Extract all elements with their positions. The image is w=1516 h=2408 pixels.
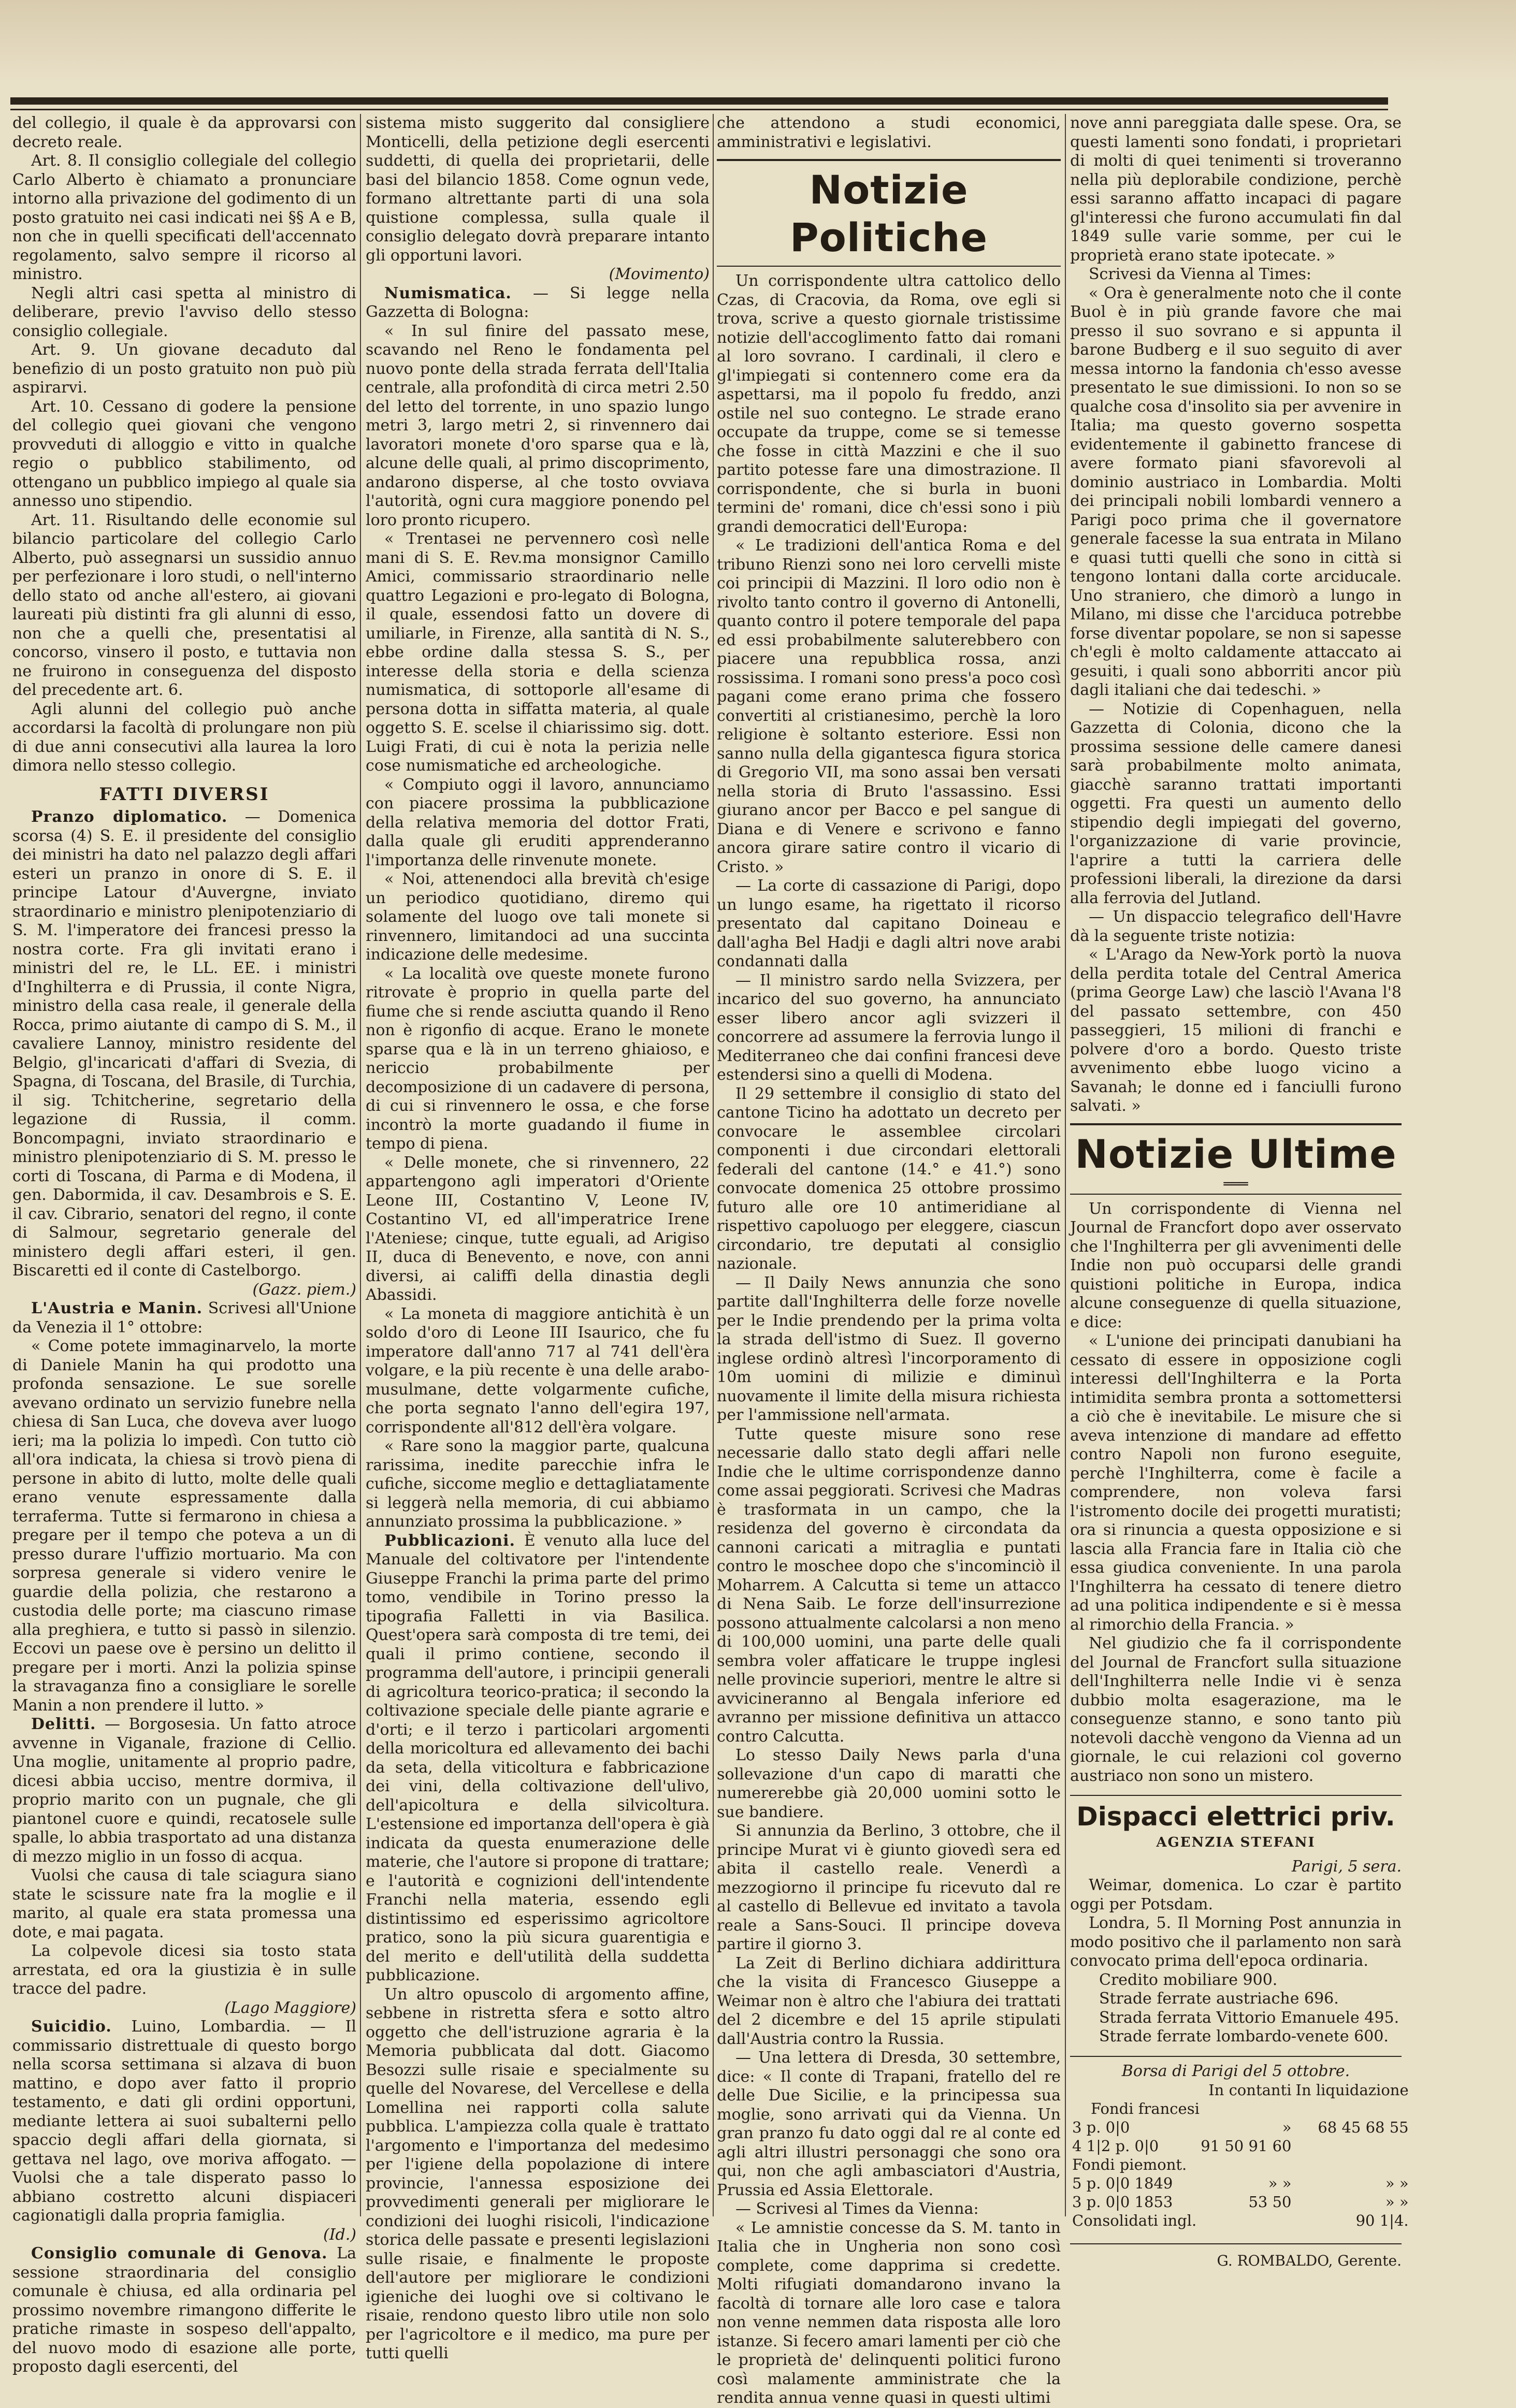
table-row xyxy=(1070,2099,1411,2118)
section-rule xyxy=(1070,1795,1402,1796)
quote: « La località ove queste monete furono ritrovate è proprio in quella parte del fiume che si rende asciutta quando il Reno non è rigonfio di acque. Erano le monete sparse qua e là in un terreno ghiaioso, e nericcio probabilmente per decomposizione di un cadavere di persona, di cui si rinvennero le ossa, e che forse incontrò la morte guadando il fiume in tempo di piena. xyxy=(366,964,710,1153)
article-text: — Si legge nella Gazzetta di Bologna: xyxy=(366,284,710,321)
quote: « Come potete immaginarvelo, la morte di Daniele Manin ha qui prodotto una profonda sensazione. Le sue sorelle avevano ordinato un servizio funebre nella chiesa di San Luca, che doveva aver luogo ieri; ma la polizia lo impedì. Con tutto ciò all'ora indicata, la chiesa si trovò piena di persone in abito di lutto, molte delle quali erano venute espressamente dalla terraferma. Tutte si fermarono in chiesa a pregare per il tempo che poteva a un di presso durare l'uffizio mortuario. Ma con sorpresa generale si videro venire le guardie della polizia, che restarono a custodia delle porte; ma ciascuno rimase alla preghiera, e tutto si passò in silenzio. Eccovi un paese ove è persino un delitto il pregare per i morti. Anzi la polizia spinse la stravaganza fino a consigliare le sorelle Manin a non prendere il lutto. » xyxy=(12,1337,356,1715)
column-1 xyxy=(12,114,356,2376)
table-cell: 3 p. 0|0 xyxy=(1072,2119,1130,2136)
run-in-title: Suicidio. xyxy=(31,2018,112,2036)
market-line: Strade ferrate austriache 696. xyxy=(1099,1990,1339,2008)
ornament-rule: ═══ xyxy=(1223,1176,1248,1192)
source-citation: (Lago Maggiore) xyxy=(224,1998,356,2017)
quote: « Compiuto oggi il lavoro, annunciamo con piacere prossima la pubblicazione della relativa memoria del dottor Frati, dalla quale gli eruditi apprenderanno l'importanza delle rinvenute monete. xyxy=(366,775,710,869)
paragraph: Il 29 settembre il consiglio di stato del cantone Ticino ha adottato un decreto per convocare le assemblee circolari componenti i due circondari elettorali federali del cantone (14.° e 41.°) sono convocate domenica 25 ottobre prossimo futuro alle ore 10 antimeridiane al rispettivo capoluogo per eleggere, ciascun circondario, tre deputati al consiglio nazionale. xyxy=(717,1084,1061,1273)
market-line: Strade ferrate lombardo-venete 600. xyxy=(1099,2027,1389,2046)
quote: « In sul finire del passato mese, scavando nel Reno le fondamenta pel nuovo ponte della strada ferrata dell'Italia centrale, alla profondità di circa metri 2.50 del letto del torrente, in uno spazio lungo metri 3, largo metri 2, si rinvennero dai lavoratori monete d'oro sparse qua e là, alcune delle quali, al primo discoprimento, andarono disperse, al che tosto ovviava l'autorità, ogni cura maggiore ponendo pel loro pronto ricupero. xyxy=(366,322,710,529)
paragraph: — Notizie di Copenhaguen, nella Gazzetta di Colonia, dicono che la prossima sessione delle camere danesi sarà probabilmente molto animata, giacchè saranno trattati importanti oggetti. Fra questi un aumento dello stipendio degli impiegati del governo, l'organizzazione di varie provincie, l'aprire a tutti la carriera delle professioni liberali, la direzione da darsi alla ferrovia del Jutland. xyxy=(1070,700,1402,907)
run-in-title: Delitti. xyxy=(31,1715,96,1733)
article-text: È venuto alla luce del Manuale del coltivatore per l'intendente Giuseppe Franchi la prima parte del primo tomo, vendibile in Torino presso la tipografia Falletti in via Basilica. Quest'opera sarà composta di tre temi, dei quali il primo contiene, secondo il programma dell'autore, i principii generali di agricoltura teorico-pratica; il secondo la coltivazione speciale delle piante agrarie e d'orti; e il terzo i particolari argomenti della moricoltura ed allevamento dei bachi da seta, della viticoltura e fabbricazione dei vini, della coltivazione dell'ulivo, dell'apicoltura e della silvicoltura. L'estensione ed importanza dell'opera è già indicata da questa enumerazione delle materie, che l'autore si propone di trattare; e l'autorità e cognizioni dell'intendente Franchi nella materia, essendo egli distintissimo ed esperissimo agricoltore pratico, sono la più sicura guarentigia e del merito e dell'utilità della suddetta pubblicazione. xyxy=(366,1531,710,1984)
table-row xyxy=(1070,2137,1411,2155)
quote: « Le amnistie concesse da S. M. tanto in Italia che in Ungheria non sono così complete, come dapprima si credette. Molti rifugiati domandarono invano la facoltà di tornare alle loro case e talora non venne nemmen data risposta alle loro istanze. Si fecero amari lamenti per ciò che le proprietà de' delinquenti politici furono così malamente amministrate che la rendita annua venne quasi in questi ultimi xyxy=(717,2218,1061,2407)
quote: « Le tradizioni dell'antica Roma e del tribuno Rienzi sono nei loro cervelli miste coi principii di Mazzini. Il loro odio non è rivolto tanto contro il governo di Antonelli, quanto contro il potere temporale del papa ed essi probabilmente saluterebbero con piacere una repubblica rossa, anzi rossissima. I romani sono press'a poco così pagani come erano prima che fossero convertiti al cristianesimo, perchè la loro religione è soltanto esteriore. Essi non sanno nulla della gigantesca figura storica di Gregorio VII, ma sono assai ben versati nella storia di Bruto l'assassino. Essi giurano ancor per Bacco e pel sangue di Diana e di Venere e scrivono e fanno ancora girare satire contro il vicario di Cristo. » xyxy=(717,536,1061,876)
header-rule xyxy=(10,97,1388,105)
paragraph: Art. 11. Risultando delle economie sul bilancio particolare del collegio Carlo Alberto, può assegnarsi un sussidio annuo per perfezionare i loro studi, o nell'interno dello stato od anche all'estero, ai giovani laureati più distinti fra gli alunni di esso, non che a quelli che, presentatisi al concorso, vinsero il posto, e tuttavia non ne fruirono in conseguenza del disposto del precedente art. 6. xyxy=(12,511,356,699)
article-consiglio xyxy=(12,2244,356,2377)
article-text: — Domenica scorsa (4) S. E. il presidente del consiglio dei ministri ha dato nel palazzo degli affari esteri un pranzo in onore di S. E. il principe Latour d'Auvergne, inviato straordinario e ministro plenipotenziario di S. M. l'imperatore dei francesi presso la nostra corte. Fra gli invitati erano i ministri del re, le LL. EE. i ministri d'Inghilterra e di Prussia, il conte Nigra, ministro della casa reale, il generale della Rocca, primo aiutante di campo di S. M., il cavaliere Lannoy, ministro residente del Belgio, gl'incaricati d'affari di Svezia, di Spagna, di Toscana, del Brasile, di Turchia, il sig. Tchitcherine, segretario della legazione di Russia, il comm. Boncompagni, inviato straordinario e ministro plenipotenziario di S. M. presso le corti di Toscana, di Parma e di Modena, il gen. Dabormida, il cav. Desambrois e S. E. il cav. Cibrario, senatori del regno, il conte di Salmour, segretario generale del ministero degli affari esteri, il gen. Biscaretti ed il conte di Castelborgo. xyxy=(12,808,356,1280)
paragraph: — Il ministro sardo nella Svizzera, per incarico del suo governo, ha annunciato esser libero ancor agli svizzeri il concorrere ad assumere la ferrovia lungo il Mediterraneo che dai confini francesi deve estendersi sino a quelli di Modena. xyxy=(717,971,1061,1084)
dateline: Parigi, 5 sera. xyxy=(1291,1857,1402,1876)
quote: « Trentasei ne pervennero così nelle mani di S. E. Rev.ma monsignor Camillo Amici, commissario straordinario nelle quattro Legazioni e pro-legato di Bologna, il quale, essendosi fatto un dovere di umiliarle, in Firenze, alla santità di N. S., ebbe ordine dalla stessa S. S., per interesse della storia e della scienza numismatica, di sottoporle all'esame di persona dotta in siffatta materia, al quale oggetto S. E. scelse il chiarissimo sig. dott. Luigi Frati, di cui è nota la perizia nelle cose numismatiche ed archeologiche. xyxy=(366,530,710,775)
paragraph: del collegio, il quale è da approvarsi con decreto reale. xyxy=(12,114,356,151)
run-in-title: Numismatica. xyxy=(384,284,512,302)
publisher-signature: G. ROMBALDO, Gerente. xyxy=(1070,2243,1402,2271)
paragraph: La Zeit di Berlino dichiara addirittura che la visita di Francesco Giuseppe a Weimar non è altro che l'abiura dei trattati del 2 dicembre e del 15 aprile stipulati dall'Austria contro la Russia. xyxy=(717,1954,1061,2048)
source-citation: (Gazz. piem.) xyxy=(252,1280,356,1299)
section-rule xyxy=(1070,2056,1402,2057)
table-cell: » xyxy=(1282,2119,1292,2136)
paragraph: nove anni pareggiata dalle spese. Ora, se questi lamenti sono fondati, i proprietari di molti di quei tenimenti si troveranno nella più deplorabile condizione, perchè essi saranno affatto incapaci di pagare gl'interessi che furono accumulati fin dal 1849 sulle varie somme, per cui le proprietà erano state ipotecate. » xyxy=(1070,114,1402,265)
headline-notizie-ultime: Notizie Ultime xyxy=(1075,1130,1397,1177)
column-divider xyxy=(360,114,361,2216)
table-cell: 90 1|4. xyxy=(1355,2212,1409,2229)
source-citation: (Id.) xyxy=(323,2225,356,2244)
table-cell: » » xyxy=(1268,2174,1292,2192)
paragraph: Un altro opuscolo di argomento affine, sebbene in ristretta sfera e sotto altro oggetto che dell'istruzione agraria è la Memoria pubblicata dal dott. Giacomo Besozzi sulle risaie e specialmente su quelle del Novarese, del Vercellese e della Lomellina nei rapporti colla salute pubblica. L'ampiezza colla quale è trattato l'argomento e l'importanza del medesimo per l'igiene della popolazione di intere provincie, l'annessa esposizione dei provvedimenti generali per migliorare le condizioni dei luoghi risicoli, l'indicazione storica delle passate e presenti legislazioni sulle risaie, e finalmente le proposte dell'autore per migliorare le condizioni igieniche dei luoghi ove si coltivano le risaie, rendono questo libro utile non solo per l'agricoltore e il medico, ma pure per tutti quelli xyxy=(366,1985,710,2362)
quote: « Delle monete, che si rinvennero, 22 appartengono agli imperatori d'Oriente Leone III, Costantino V, Leone IV, Costantino VI, ed all'imperatrice Irene l'Ateniese; cinque, tutte eguali, ad Arigiso II, duca di Benevento, e nove, con anni diversi, ai califfi della dinastia degli Abassidi. xyxy=(366,1153,710,1304)
quote: « Rare sono la maggior parte, qualcuna rarissima, inedite parecchie infra le cufiche, siccome meglio e dettagliatamente si leggerà nella memoria, di cui abbiamo annunziato prossima la pubblicazione. » xyxy=(366,1437,710,1531)
article-numismatica xyxy=(366,284,710,322)
table-row xyxy=(1070,2081,1411,2099)
quote: « L'Arago da New-York portò la nuova della perdita totale del Central America (prima George Law) che lasciò l'Avana l'8 del passato settembre, con 450 passeggieri, 15 milioni di franchi e polvere d'oro a bordo. Questo triste avvenimento ebbe luogo vicino a Savanah; le donne ed i fanciulli furono salvati. » xyxy=(1070,946,1402,1115)
table-row xyxy=(1070,2118,1411,2137)
section-heading-fatti-diversi: FATTI DIVERSI xyxy=(99,784,270,805)
quote: « L'unione dei principati danubiani ha cessato di essere in opposizione cogli interessi dell'Inghilterra e la Porta intimidita sembra pronta a sottomettersi a ciò che è inevitabile. Le misure che si aveva intenzione di mandare ad effetto contro Napoli non furono eseguite, perchè l'Inghilterra, come è facile a comprendere, non voleva farsi l'istromento docile dei progetti muratisti; ora si rinuncia a questa opposizione e si lascia alla Francia fare in Italia ciò che essa giudica conveniente. In una parola l'Inghilterra ha cessato di tenere dietro ad una politica indipendente e si è messa al rimorchio della Francia. » xyxy=(1070,1332,1402,1634)
table-cell: 3 p. 0|0 1853 xyxy=(1072,2193,1173,2211)
paragraph: Vuolsi che causa di tale sciagura siano state le scissure nate fra la moglie e il marito, al quale era stata promessa una dote, e mai pagata. xyxy=(12,1866,356,1941)
paragraph: Negli altri casi spetta al ministro di deliberare, previo l'avviso dello stesso consiglio collegiale. xyxy=(12,284,356,340)
paragraph: — Il Daily News annunzia che sono partite dall'Inghilterra delle forze novelle per le Indie prendendo per la prima volta la strada dell'istmo di Suez. Il governo inglese ordinò altresì l'incorporamento di 10m uomini di milizie e diminuì nuovamente il limite della misura richiesta per l'ammissione nell'armata. xyxy=(717,1273,1061,1424)
run-in-title: Pranzo diplomatico. xyxy=(31,808,228,826)
paragraph: Art. 8. Il consiglio collegiale del collegio Carlo Alberto è chiamato a pronunciare intorno alla privazione del godimento di un posto gratuito nei casi indicati nei §§ A e B, non che in quelli specificati dell'accennato regolamento, salvo sempre il ricorso al ministro. xyxy=(12,152,356,283)
column-3 xyxy=(717,114,1061,2407)
dispatch: Londra, 5. Il Morning Post annunzia in modo positivo che il parlamento non sarà convocato prima dell'epoca ordinaria. xyxy=(1070,1914,1402,1970)
paragraph: Un corrispondente di Vienna nel Journal de Francfort dopo aver osservato che l'Inghilterra per gli avvenimenti delle Indie non può occuparsi delle grandi quistioni politiche in Europa, indica alcune conseguenze di quella situazione, e dice: xyxy=(1070,1199,1402,1331)
column-4 xyxy=(1070,114,1409,2269)
table-cell: 5 p. 0|0 1849 xyxy=(1072,2174,1173,2192)
column-header: In contanti xyxy=(1208,2081,1292,2099)
article-suicidio xyxy=(12,2018,356,2226)
paragraph: — Un dispaccio telegrafico dell'Havre dà la seguente triste notizia: xyxy=(1070,908,1402,945)
agency-name: AGENZIA STEFANI xyxy=(1156,1835,1316,1850)
article-text: — Borgosesia. Un fatto atroce avvenne in Viganale, frazione di Cellio. Una moglie, unitamente al proprio padre, dicesi abbia ucciso, mentre dormiva, il proprio marito con un pugnale, che gli piantonel cuore e quindi, recatosele sulle spalle, lo abbia trasportato ad una distanza di mezzo miglio in un fosso di acqua. xyxy=(12,1715,356,1866)
quote: « Ora è generalmente noto che il conte Buol è in più grande favore che mai presso il suo sovrano e si appunta il barone Budberg e il suo seguito di aver messa intorno la fandonia ch'esso avesse presentato le sue dimissioni. Io non so se qualche cosa d'insolito sia per avvenire in Italia; ma questo governo sospetta evidentemente il gabinetto francese di avere formato piani sfavorevoli al dominio austriaco in Lombardia. Molti dei principali nobili lombardi vennero a Parigi poco prima che il governatore generale facesse la sua entrata in Milano e quasi tutti quelli che sono in città si tengono lontani dalla corte arciducale. Uno straniero, che dimorò a lungo in Milano, mi disse che l'arciduca potrebbe forse diventar popolare, se non si sapesse ch'egli è molto caldamente attaccato ai gesuiti, i quali sono abborriti ancor più dagli italiani che dai tedeschi. » xyxy=(1070,284,1402,699)
header-rule-thin xyxy=(10,109,1388,110)
article-pubblicazioni xyxy=(366,1532,710,1985)
paragraph: — Scrivesi al Times da Vienna: xyxy=(735,2200,979,2218)
page-top-edge xyxy=(0,0,1516,83)
paragraph: La colpevole dicesi sia tosto stata arrestata, ed ora la giustizia è in sulle tracce del padre. xyxy=(12,1942,356,1998)
table-cell: 4 1|2 p. 0|0 xyxy=(1072,2137,1159,2155)
article-text: Scrivesi all'Unione da Venezia il 1° ottobre: xyxy=(12,1299,356,1337)
paragraph: Art. 9. Un giovane decaduto dal benefizio di un posto gratuito non può più aspirarvi. xyxy=(12,341,356,397)
paragraph: sistema misto suggerito dal consigliere Monticelli, della petizione degli esercenti suddetti, di quella dei proprietarii, delle basi del bilancio 1858. Come ognun vede, formano altrettante parti di una sola quistione complessa, sulla quale il consiglio delegato dovrà preparare intanto gli opportuni lavori. xyxy=(366,114,710,265)
quote: « Noi, attenendoci alla brevità ch'esige un periodico quotidiano, diremo qui solamente del luogo ove tali monete si rinvennero, limitandoci ad una succinta indicazione delle medesime. xyxy=(366,870,710,964)
table-cell xyxy=(1199,2211,1293,2230)
table-cell xyxy=(1294,2137,1411,2155)
table-cell: 68 45 68 55 xyxy=(1318,2119,1409,2136)
table-group-label: Fondi piemont. xyxy=(1072,2156,1187,2173)
run-in-title: L'Austria e Manin. xyxy=(31,1299,203,1317)
article-text: Luino, Lombardia. — Il commissario distrettuale di questo borgo nella scorsa settimana si alzava di buon mattino, e dopo aver fatto il proprio testamento, e dati gli ordini opportuni, mediante lettera ai suoi subalterni pello spaccio degli affari della giornata, si gettava nel lago, ove moriva affogato. — Vuolsi che a tale disperato passo lo abbiano costretto alcuni dispiaceri cagionatigli dalla propria famiglia. xyxy=(12,2018,356,2225)
table-row xyxy=(1070,2155,1411,2174)
market-line: Strada ferrata Vittorio Emanuele 495. xyxy=(1099,2008,1399,2027)
paragraph: Agli alunni del collegio può anche accordarsi la facoltà di prolungare non più di due anni consecutivi alla laurea la loro dimora nello stesso collegio. xyxy=(12,700,356,775)
table-cell: » » xyxy=(1385,2193,1409,2211)
table-row xyxy=(1070,2174,1411,2193)
table-row xyxy=(1070,2193,1411,2211)
quote: « La moneta di maggiore antichità è un soldo d'oro di Leone III Isaurico, che fu imperatore dall'anno 717 al 741 dell'èra volgare, e la più recente è una delle arabo-musulmane, dette volgarmente cufiche, che porta segnato l'anno dell'egira 197, corrispondente all'812 dell'èra volgare. xyxy=(366,1304,710,1437)
column-2 xyxy=(366,114,710,2362)
paragraph: Tutte queste misure sono rese necessarie dallo stato degli affari nelle Indie che le ultime corrispondenze danno come assai peggiorati. Scrivesi che Madras è trasformata in un campo, che la residenza del governo è circondata da cannoni caricati a mitraglia e puntati contro le moschee dopo che s'incominciò il Moharrem. A Calcutta si teme un attacco di Nena Saib. Le forze dell'insurrezione possono attualmente calcolarsi a non meno di 100,000 uomini, una parte delle quali sembra voler affaticare le truppe inglesi nelle provincie superiori, mentre le altre si avvicineranno al Bengala inferiore ed avranno per missione definitiva un attacco contro Calcutta. xyxy=(717,1425,1061,1746)
source-citation: (Movimento) xyxy=(609,265,710,283)
dispatch: Weimar, domenica. Lo czar è partito oggi per Potsdam. xyxy=(1070,1876,1402,1913)
column-divider xyxy=(1065,114,1066,2216)
article-austria xyxy=(12,1299,356,1337)
paragraph: Art. 10. Cessano di godere la pensione del collegio quei giovani che vengono provveduti di alloggio e vitto in qualche regio o pubblico stabilimento, od ottengano un pubblico impiego al quale sia annesso uno stipendio. xyxy=(12,397,356,510)
table-group-label: Fondi francesi xyxy=(1091,2100,1200,2117)
borsa-title: Borsa di Parigi del 5 ottobre. xyxy=(1121,2062,1350,2080)
column-divider xyxy=(713,114,714,2216)
paragraph: Nel giudizio che fa il corrispondente del Journal de Francfort sulla situazione dell'Inghilterra nelle Indie vi è senza dubbio molta esagerazione, ma le conseguenze stanno, e sono tanto più notevoli dacchè vengono da Vienna ad un giornale, le cui relazioni col governo austriaco non sono un mistero. xyxy=(1070,1634,1402,1785)
headline-box xyxy=(1070,1123,1402,1195)
paragraph: — La corte di cassazione di Parigi, dopo un lungo esame, ha rigettato il ricorso presentato dal capitano Doineau e dall'agha Bel Hadji e dagli altri nove arabi condannati dalla xyxy=(717,877,1061,970)
column-header: In liquidazione xyxy=(1295,2081,1409,2099)
headline-notizie-politiche: Notizie Politiche xyxy=(789,167,988,260)
article-text: La sessione straordinaria del consiglio comunale è chiusa, ed alla ordinaria pel prossimo novembre rimangono differite le pratiche rimaste in sospeso dell'appalto, del nuovo modo di esazione alle porte, proposto dagli esercenti, del xyxy=(12,2244,356,2376)
run-in-title: Consiglio comunale di Genova. xyxy=(31,2244,328,2262)
market-line: Credito mobiliare 900. xyxy=(1099,1970,1278,1989)
table-cell: Consolidati ingl. xyxy=(1072,2212,1197,2229)
paragraph: che attendono a studi economici, amministrativi e legislativi. xyxy=(717,114,1061,151)
paragraph: Un corrispondente ultra cattolico dello Czas, di Cracovia, da Roma, ove egli si trova, scrive a questo giornale tristissime notizie dell'accoglimento fatto dai romani al loro sovrano. I cardinali, il clero e gl'impiegati si contennero come era da aspettarsi, ma il popolo fu freddo, anzi ostile nel suo contegno. Le strade erano occupate da truppe, come se si temesse che fosse in città Mazzini e che il suo partito potesse fare una dimostrazione. Il corrispondente, che si burla in buoni termini de' romani, dice ch'essi sono i più grandi democratici dell'Europa: xyxy=(717,272,1061,536)
paragraph: Si annunzia da Berlino, 3 ottobre, che il principe Murat vi è giunto giovedì sera ed abita il castello reale. Venerdì a mezzogiorno il principe fu ricevuto dal re al castello di Bellevue ed invitato a tavola reale a Sans-Souci. Il principe doveva partire il giorno 3. xyxy=(717,1822,1061,1953)
paragraph: — Una lettera di Dresda, 30 settembre, dice: « Il conte di Trapani, fratello del re delle Due Sicilie, e la principessa sua moglie, sono arrivati qui da Vienna. Un gran pranzo fu dato oggi dal re al conte ed agli altri illustri personaggi che sono ora qui, non che agli ambasciatori d'Austria, Prussia ed Assia Elettorale. xyxy=(717,2049,1061,2199)
table-cell: » » xyxy=(1385,2174,1409,2192)
headline-dispacci: Dispacci elettrici priv. xyxy=(1076,1802,1395,1832)
paragraph: Scrivesi da Vienna al Times: xyxy=(1089,265,1312,283)
table-row xyxy=(1070,2211,1411,2230)
borsa-table xyxy=(1070,2081,1411,2230)
article-delitti xyxy=(12,1715,356,1866)
table-cell: 91 50 91 60 xyxy=(1201,2137,1292,2155)
paragraph: Lo stesso Daily News parla d'una sollevazione d'un capo di maratti che numererebbe già 20,000 uomini sotto le sue bandiere. xyxy=(717,1746,1061,1821)
table-cell: 53 50 xyxy=(1248,2193,1292,2211)
run-in-title: Pubblicazioni. xyxy=(384,1531,515,1550)
article-pranzo xyxy=(12,808,356,1281)
headline-box xyxy=(717,159,1061,267)
table-cell xyxy=(1070,2081,1199,2099)
